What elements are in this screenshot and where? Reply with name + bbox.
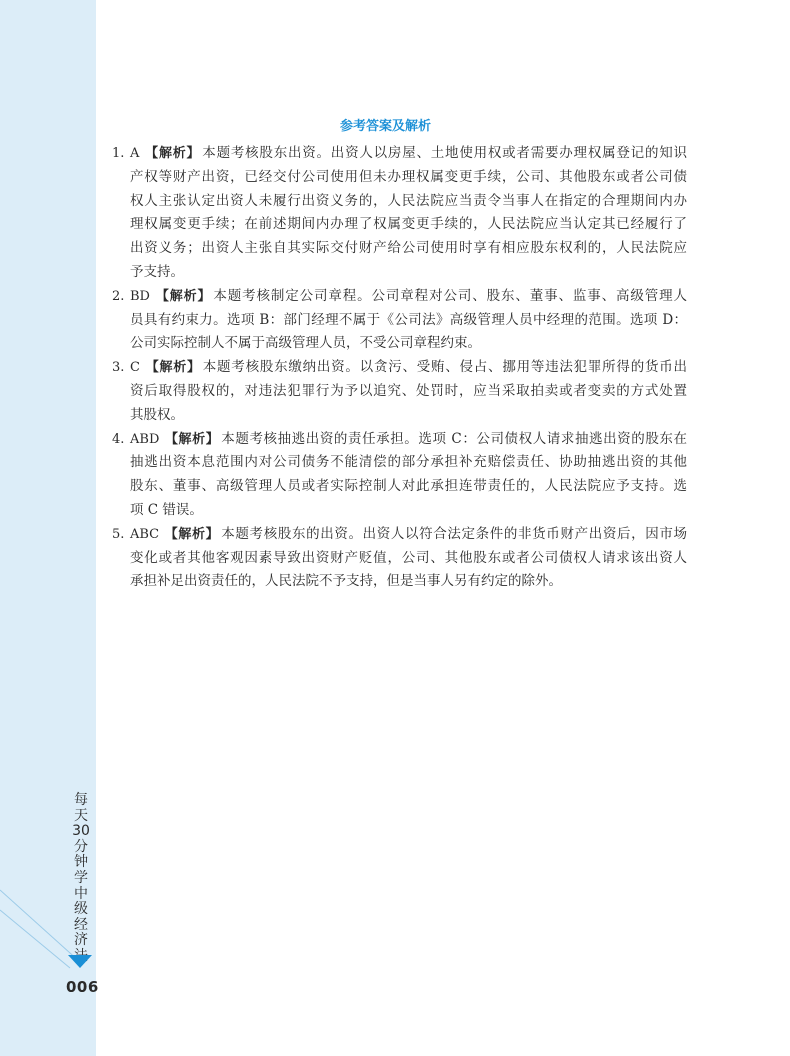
answer-list <box>112 142 687 594</box>
answer-text: 公司实际控制人不属于高级管理人员，不受公司章程约束。 <box>130 335 481 352</box>
answer-item <box>112 285 687 356</box>
answer-text: 予支持。 <box>130 263 184 280</box>
page-number: 006 <box>66 978 99 996</box>
answer-number: 2. <box>112 288 125 304</box>
answer-line <box>112 523 687 547</box>
analysis-tag: 【解析】 <box>144 360 201 376</box>
answer-text: 股东、董事、高级管理人员或者实际控制人对此承担连带责任的，人民法院应予支持。选 <box>130 478 687 495</box>
vertical-title-char: 法 <box>74 947 88 964</box>
answer-line <box>112 380 687 404</box>
answer-line <box>112 451 687 475</box>
vertical-title-char: 济 <box>74 932 88 949</box>
vertical-title-char: 每 <box>74 792 88 808</box>
answer-line <box>112 428 687 452</box>
answer-text: 本题考核制定公司章程。公司章程对公司、股东、董事、监事、高级管理人 <box>213 287 687 304</box>
vertical-title-char: 钟 <box>74 854 88 871</box>
answer-line <box>112 213 687 237</box>
answer-line <box>112 237 687 261</box>
answer-key: BD <box>130 288 150 304</box>
answer-number: 3. <box>112 360 125 376</box>
answer-key: C <box>130 360 140 376</box>
answer-line <box>112 261 687 285</box>
answer-line <box>112 356 687 380</box>
answer-text: 本题考核股东的出资。出资人以符合法定条件的非货币财产出资后，因市场 <box>221 525 687 542</box>
answer-item <box>112 523 687 594</box>
answer-text: 员具有约束力。选项 B：部门经理不属于《公司法》高级管理人员中经理的范围。选项 D： <box>130 311 687 328</box>
vertical-title-char: 分 <box>74 838 88 855</box>
answer-number: 1. <box>112 146 125 161</box>
answer-text: 本题考核股东缴纳出资。以贪污、受贿、侵占、挪用等违法犯罪所得的货币出 <box>202 359 687 376</box>
vertical-title-char: 天 <box>74 807 88 824</box>
analysis-tag: 【解析】 <box>164 526 220 542</box>
answer-number: 4. <box>112 431 125 447</box>
answer-text: 权人主张认定出资人未履行出资义务的，人民法院应当责令当事人在指定的合理期间内办 <box>130 192 687 209</box>
analysis-tag: 【解析】 <box>154 288 212 304</box>
answer-text: 产权等财产出资，已经交付公司使用但未办理权属变更手续，公司、其他股东或者公司债 <box>130 168 687 185</box>
answer-line <box>112 142 687 166</box>
answer-text: 承担补足出资责任的，人民法院不予支持，但是当事人另有约定的除外。 <box>130 573 562 590</box>
answer-text: 出资义务；出资人主张自其实际交付财产给公司使用时享有相应股东权利的，人民法院应 <box>130 240 687 257</box>
sidebar <box>0 0 99 1056</box>
vertical-title-char: 学 <box>74 869 88 886</box>
section-title: 参考答案及解析 <box>340 119 432 134</box>
analysis-tag: 【解析】 <box>144 146 201 161</box>
answer-text: 项 C 错误。 <box>130 501 203 518</box>
answer-line <box>112 309 687 333</box>
answer-line <box>112 285 687 309</box>
answer-item <box>112 356 687 427</box>
answer-text: 资后取得股权的，对违法犯罪行为予以追究、处罚时，应当采取拍卖或者变卖的方式处置 <box>130 382 687 399</box>
answer-key: ABC <box>130 526 160 542</box>
answer-key: A <box>130 146 140 161</box>
answer-item <box>112 142 687 285</box>
answer-text: 本题考核股东出资。出资人以房屋、土地使用权或者需要办理权属登记的知识 <box>202 145 687 161</box>
answer-line <box>112 404 687 428</box>
answer-line <box>112 570 687 594</box>
vertical-title-char: 中 <box>74 885 88 902</box>
answer-line <box>112 547 687 571</box>
vertical-title-char: 30 <box>72 823 90 840</box>
vertical-book-title <box>70 793 92 965</box>
answer-line <box>112 190 687 214</box>
answer-line <box>112 475 687 499</box>
answer-line <box>112 332 687 356</box>
answer-number: 5. <box>112 526 125 542</box>
answer-text: 抽逃出资本息范围内对公司债务不能清偿的部分承担补充赔偿责任、协助抽逃出资的其他 <box>130 454 687 471</box>
vertical-title-char: 级 <box>74 901 88 918</box>
answer-text: 本题考核抽逃出资的责任承担。选项 C：公司债权人请求抽逃出资的股东在 <box>221 430 687 447</box>
answer-text: 其股权。 <box>130 406 184 423</box>
answer-item <box>112 428 687 523</box>
answer-key: ABD <box>130 431 160 447</box>
answer-line <box>112 166 687 190</box>
vertical-title-char: 经 <box>74 916 88 933</box>
answer-text: 变化或者其他客观因素导致出资财产贬值，公司、其他股东或者公司债权人请求该出资人 <box>130 549 687 566</box>
analysis-tag: 【解析】 <box>164 431 220 447</box>
answer-line <box>112 499 687 523</box>
triangle-marker-icon <box>68 955 92 968</box>
answer-text: 理权属变更手续；在前述期间内办理了权属变更手续的，人民法院应当认定其已经履行了 <box>130 216 687 233</box>
